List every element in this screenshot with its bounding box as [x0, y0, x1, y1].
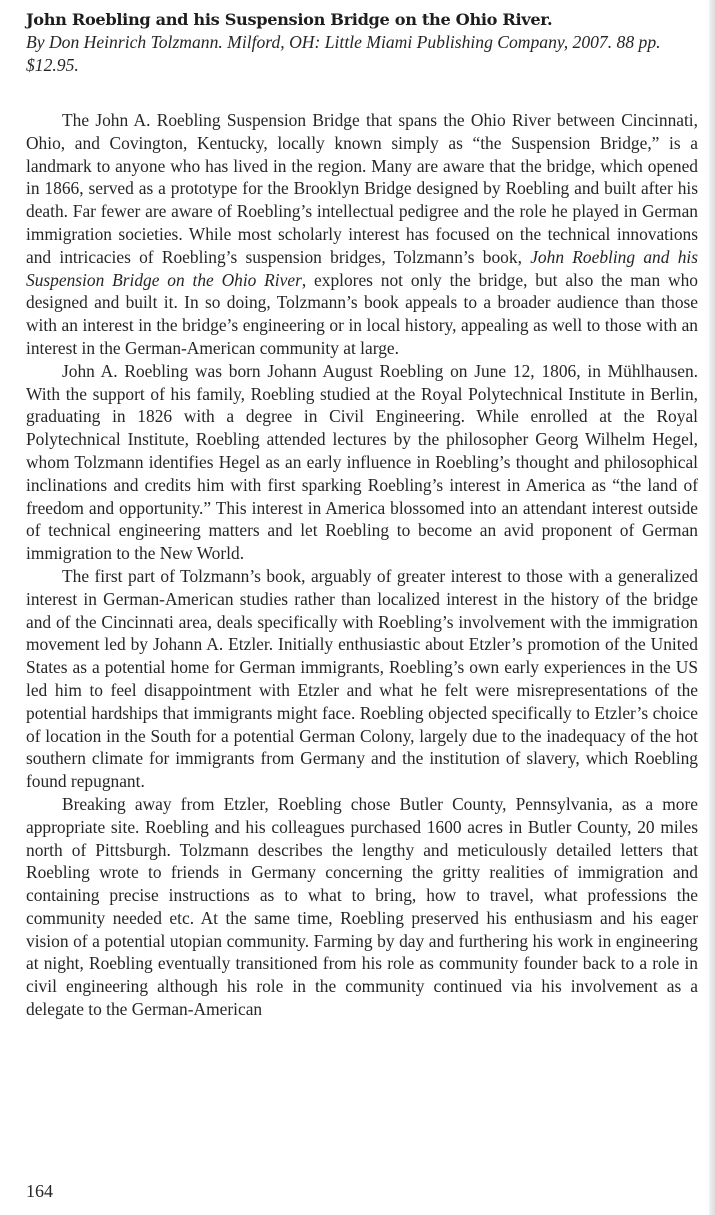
- paragraph-1-text-after: , explores not only the bridge, but also the man who designed and built it. In so doing, Tolzmann’s book appeals to a broader audience than those with an interest in the bridge’s engineering or in local history, appealing as well to those with an interest in the German-American community at large.: [26, 269, 698, 358]
- paragraph-4: Breaking away from Etzler, Roebling chose Butler County, Pennsylvania, as a more appropriate site. Roebling and his colleagues purchased 1600 acres in Butler County, 20 miles north of Pittsburgh. Tolzmann describes the lengthy and meticulously detailed letters that Roebling wrote to friends in Germany concerning the gritty realities of immigration and containing precise instructions as to what to bring, how to travel, what professions the community needed etc. At the same time, Roebling preserved his enthusiasm and his eager vision of a potential utopian community. Farming by day and furthering his work in engineering at night, Roebling eventually transitioned from his role as community founder back to a role in civil engineering although his role in the community continued via his involvement as a delegate to the German-American: [26, 793, 698, 1020]
- paragraph-3: The first part of Tolzmann’s book, arguably of greater interest to those with a generalized interest in German-American studies rather than localized interest in the history of the bridge and of the Cincinnati area, deals specifically with Roebling’s involvement with the immigration movement led by Johann A. Etzler. Initially enthusiastic about Etzler’s promotion of the United States as a potential home for German immigrants, Roebling’s own early experiences in the US led him to feel disappointment with Etzler and what he felt were misrepresentations of the potential hardships that immigrants might face. Roebling objected specifically to Etzler’s choice of location in the South for a potential German Colony, largely due to the inadequacy of the hot southern climate for immigrants from Germany and the institution of slavery, which Roebling found repugnant.: [26, 565, 698, 792]
- scan-edge-shadow: [709, 0, 715, 1215]
- book-title: John Roebling and his Suspension Bridge on the Ohio River.: [26, 10, 553, 29]
- paragraph-1: [26, 109, 698, 360]
- paragraph-2: John A. Roebling was born Johann August Roebling on June 12, 1806, in Mühlhausen. With the support of his family, Roebling studied at the Royal Polytechnical Institute in Berlin, graduating in 1826 with a degree in Civil Engineering. While enrolled at the Royal Polytechnical Institute, Roebling attended lectures by the philosopher Georg Wilhelm Hegel, whom Tolzmann identifies Hegel as an early influence in Roebling’s thought and philosophical inclinations and credits him with first sparking Roebling’s interest in America as “the land of freedom and opportunity.” This interest in America blossomed into an attendant interest outside of technical engineering matters and let Roebling to become an avid proponent of German immigration to the New World.: [26, 360, 698, 564]
- paragraph-1-text-before: The John A. Roebling Suspension Bridge that spans the Ohio River between Cincinnati, Ohio, and Covington, Kentucky, locally known simply as “the Suspension Bridge,” is a landmark to anyone who has lived in the region. Many are aware that the bridge, which opened in 1866, served as a prototype for the Brooklyn Bridge designed by Roebling and built after his death. Far fewer are aware of Roebling’s intellectual pedigree and the role he played in German immigration societies. While most scholarly interest has focused on the technical innovations and intricacies of Roebling’s suspension bridges, Tolzmann’s book,: [26, 110, 698, 267]
- review-body: [26, 109, 698, 1021]
- review-header: [26, 8, 698, 77]
- book-title-italic: John Roebling and his Suspension Bridge on the Ohio River: [26, 246, 699, 290]
- book-citation: By Don Heinrich Tolzmann. Milford, OH: Little Miami Publishing Company, 2007. 88 pp. $12.95.: [26, 32, 661, 75]
- page-number: 164: [26, 1181, 53, 1201]
